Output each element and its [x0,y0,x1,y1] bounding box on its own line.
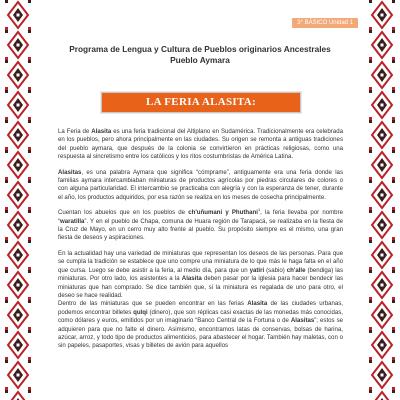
text-run: La Feria de [58,128,92,135]
text-run: (dinero), que son réplicas casi exactas de las monedas más conocidas, como dólares y euros, emitidos por un imaginario “Banco Central de la Fortuna o de [58,308,343,325]
bold-term: waratilla [60,217,85,225]
bold-term: qulqi [133,308,148,316]
text-run: ”. Y en el pueblo de Chapa, comuna de Huara región de Tarapacá, se realizaba en la fiesta de la Cruz de Mayo, en un cerro muy alto frente al pueblo. Su propósito siempre es el mismo, una gran fiesta de deseos y aspiraciones. [58,217,343,242]
text-run: Dentro de las miniaturas que se pueden encontrar en las ferias [58,300,248,308]
right-decorative-border [368,0,396,400]
text-run: de las ciudades urbanas, podemos encontrar billetes [58,300,344,316]
bold-term: Alasita [181,275,202,283]
left-decorative-border [4,0,32,400]
people-subtitle: Pueblo Aymara [170,55,230,65]
text-run: En la actualidad hay una variedad de miniaturas que representan los deseos de las personas. Para que se cumpla la tradición se establece que uno compre una miniatura de lo que más le haga falta en el año que cursa. Luego se debe asistir a la feria, al medio día, para que un [58,249,343,274]
section-title: LA FERIA ALASITA: [145,96,257,108]
bold-term: ch'alle [286,266,306,274]
section-title-bar [101,92,301,113]
text-run: , la feria llevaba por nombre “ [58,209,343,225]
bold-term: ch'uñumani y Phuthani [188,209,258,217]
paragraph-2 [58,169,343,203]
bold-term: Alasitas [58,168,82,176]
bold-term: Alasita [247,300,268,308]
paragraph-1 [58,128,343,162]
text-run: , es una palabra Aymara que significa “cómprame”, antiguamente era una feria donde las familias aymara intercambiaban miniaturas de productos agrícolas por piedras circulares de colores o con alguna particularidad. El intercambio se practicaba con alegría y con la esperanza de tener, durante el año, los productos adquiridos, por esa razón se realiza en los meses de cosecha principalmente. [58,168,343,201]
text-run: ”; estos se adquieren para que no falte el dinero. Asimismo, encontramos latas de conservas, bolsas de harina, azúcar, arroz, y todo tipo de productos alimenticios, para abastecer el hogar. También hay maletas, con o sin papeles, pasaportes, visas y billetes de avión para aquellos [58,317,344,350]
text-run: es una feria tradicional del Altiplano en Sudamérica. Tradicionalmente era celebrada en los pueblos, pero ahora principalmente en las ciudades. Su origen se remonta a antiguas tradiciones del pueblo aymara, que después de la colonia se convirtieron en prácticas religiosas, como una respuesta al sincretismo entre los católicos y los ritos costumbristas de América Latina. [58,128,343,161]
aymara-pattern-left [4,0,32,400]
text-run: (bendiga) las miniaturas. Por otro lado, los asistentes a la [58,266,343,283]
program-title: Programa de Lengua y Cultura de Pueblos originarios Ancestrales [69,44,331,54]
text-run: Cuentan los abuelos que en los pueblos de [58,209,189,217]
footnote-ref: 1 [257,207,261,213]
bold-term: Alasitas [290,317,315,325]
aymara-pattern-right [368,0,396,400]
grade-unit-badge: 3° BÁSICO Unidad 1 [292,18,358,28]
document-header [40,44,360,66]
paragraph-4 [58,250,343,300]
document-body [58,128,343,351]
bold-term: Alasita [91,128,112,135]
text-run: deben pasar por la iglesia para hacer bendecir las miniaturas que han comprado. Se dice también que, si la miniatura es regalada de uno para otro, el deseo se hace realidad. [58,275,344,299]
bold-term: yatiri [249,266,265,274]
paragraph-5 [58,300,343,350]
text-run: (sabio) [264,266,287,274]
paragraph-3 [58,209,343,243]
